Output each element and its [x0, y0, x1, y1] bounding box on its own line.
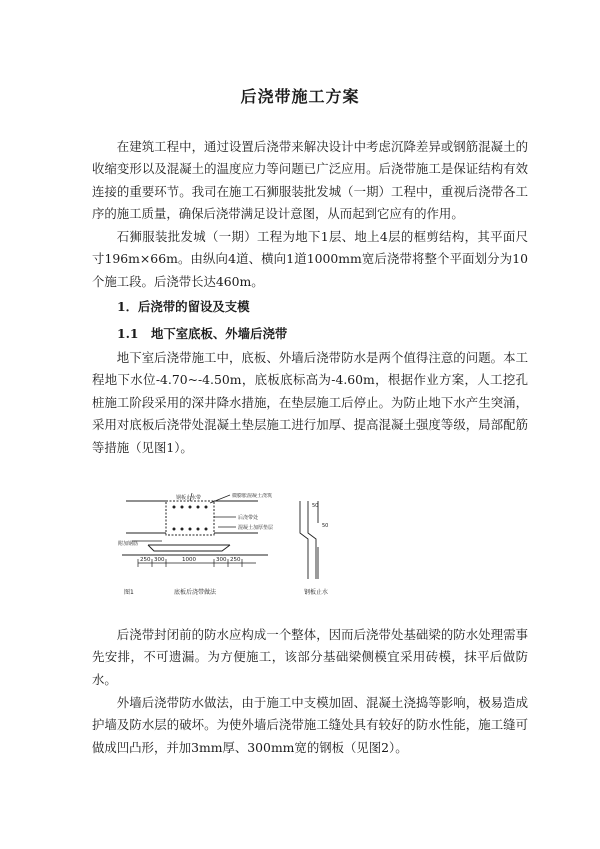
figure-2-dim-1: 50 — [312, 503, 319, 509]
intro-paragraph-1: 在建筑工程中，通过设置后浇带来解决设计中考虑沉降差异或钢筋混凝土的收缩变形以及混凝土的温度应力等问题已广泛应用。后浇带施工是保证结构有效连接的重要环节。我司在施工石狮服装批发城（一期）工程中，重视后浇带各工序的施工质量，确保后浇带满足设计意图，从而起到它应有的作用。 — [92, 139, 528, 222]
figure-1-label-c: 后浇带处 — [238, 515, 259, 521]
section-1-1-paragraph-2: 后浇带封闭前的防水应构成一个整体，因而后浇带处基础梁的防水处理需事先安排，不可遗漏。为方便施工，该部分基础梁侧模宜采用砖模，抹平后做防水。 — [92, 627, 528, 687]
figure-1-dim-4: 300 — [216, 557, 227, 563]
section-1-1-heading: 1.1 地下室底板、外墙后浇带 — [117, 326, 288, 341]
figure-1-dim-1: 250 — [140, 557, 151, 563]
figure-1-caption-number: 图1 — [124, 589, 134, 596]
section-1-1-paragraph-3: 外墙后浇带防水做法，由于施工中支模加固、混凝土浇捣等影响，极易造成护墙及防水层的破坏。为使外墙后浇带施工缝处具有较好的防水性能，施工缝可做成凹凸形，并加3mm厚、300mm宽的钢板（见图2）。 — [92, 695, 528, 755]
figure-1-diagram — [118, 493, 350, 603]
section-1-1-paragraph-1: 地下室后浇带施工中，底板、外墙后浇带防水是两个值得注意的问题。本工程地下水位-4.70~-4.50m，底板底标高为-4.60m，根据作业方案，人工挖孔桩施工阶段采用的深井降水措施，在垫层施工后停止。为防止地下水产生突涌，采用对底板后浇带处混凝土垫层施工进行加厚、提高混凝土强度等级，局部配筋等措施（见图1）。 — [92, 350, 528, 455]
figure-1-dim-3: 1000 — [182, 557, 196, 563]
figure-1-label-d: 混凝土加厚垫层 — [238, 525, 274, 531]
figure-1-caption: 底板后浇带做法 — [174, 589, 217, 596]
figure-2-caption: 钢板止水 — [304, 589, 329, 596]
figure-1-label-e: 附加钢筋 — [118, 541, 139, 547]
figure-1-label-a: 钢板止水带 — [176, 495, 202, 501]
document-title: 后浇带施工方案 — [240, 87, 360, 106]
figure-2-dim-2: 50 — [322, 523, 329, 529]
figure-1-label-b: 微膨胀混凝土浇筑 — [232, 493, 273, 499]
section-1-heading: 1．后浇带的留设及支模 — [117, 299, 250, 314]
figure-1-dim-2: 300 — [154, 557, 165, 563]
figure-1-dim-5: 250 — [230, 557, 241, 563]
intro-paragraph-2: 石狮服装批发城（一期）工程为地下1层、地上4层的框剪结构，其平面尺寸196m×66m。由纵向4道、横向1道1000mm宽后浇带将整个平面划分为10个施工段。后浇带长达460m。 — [92, 229, 528, 289]
